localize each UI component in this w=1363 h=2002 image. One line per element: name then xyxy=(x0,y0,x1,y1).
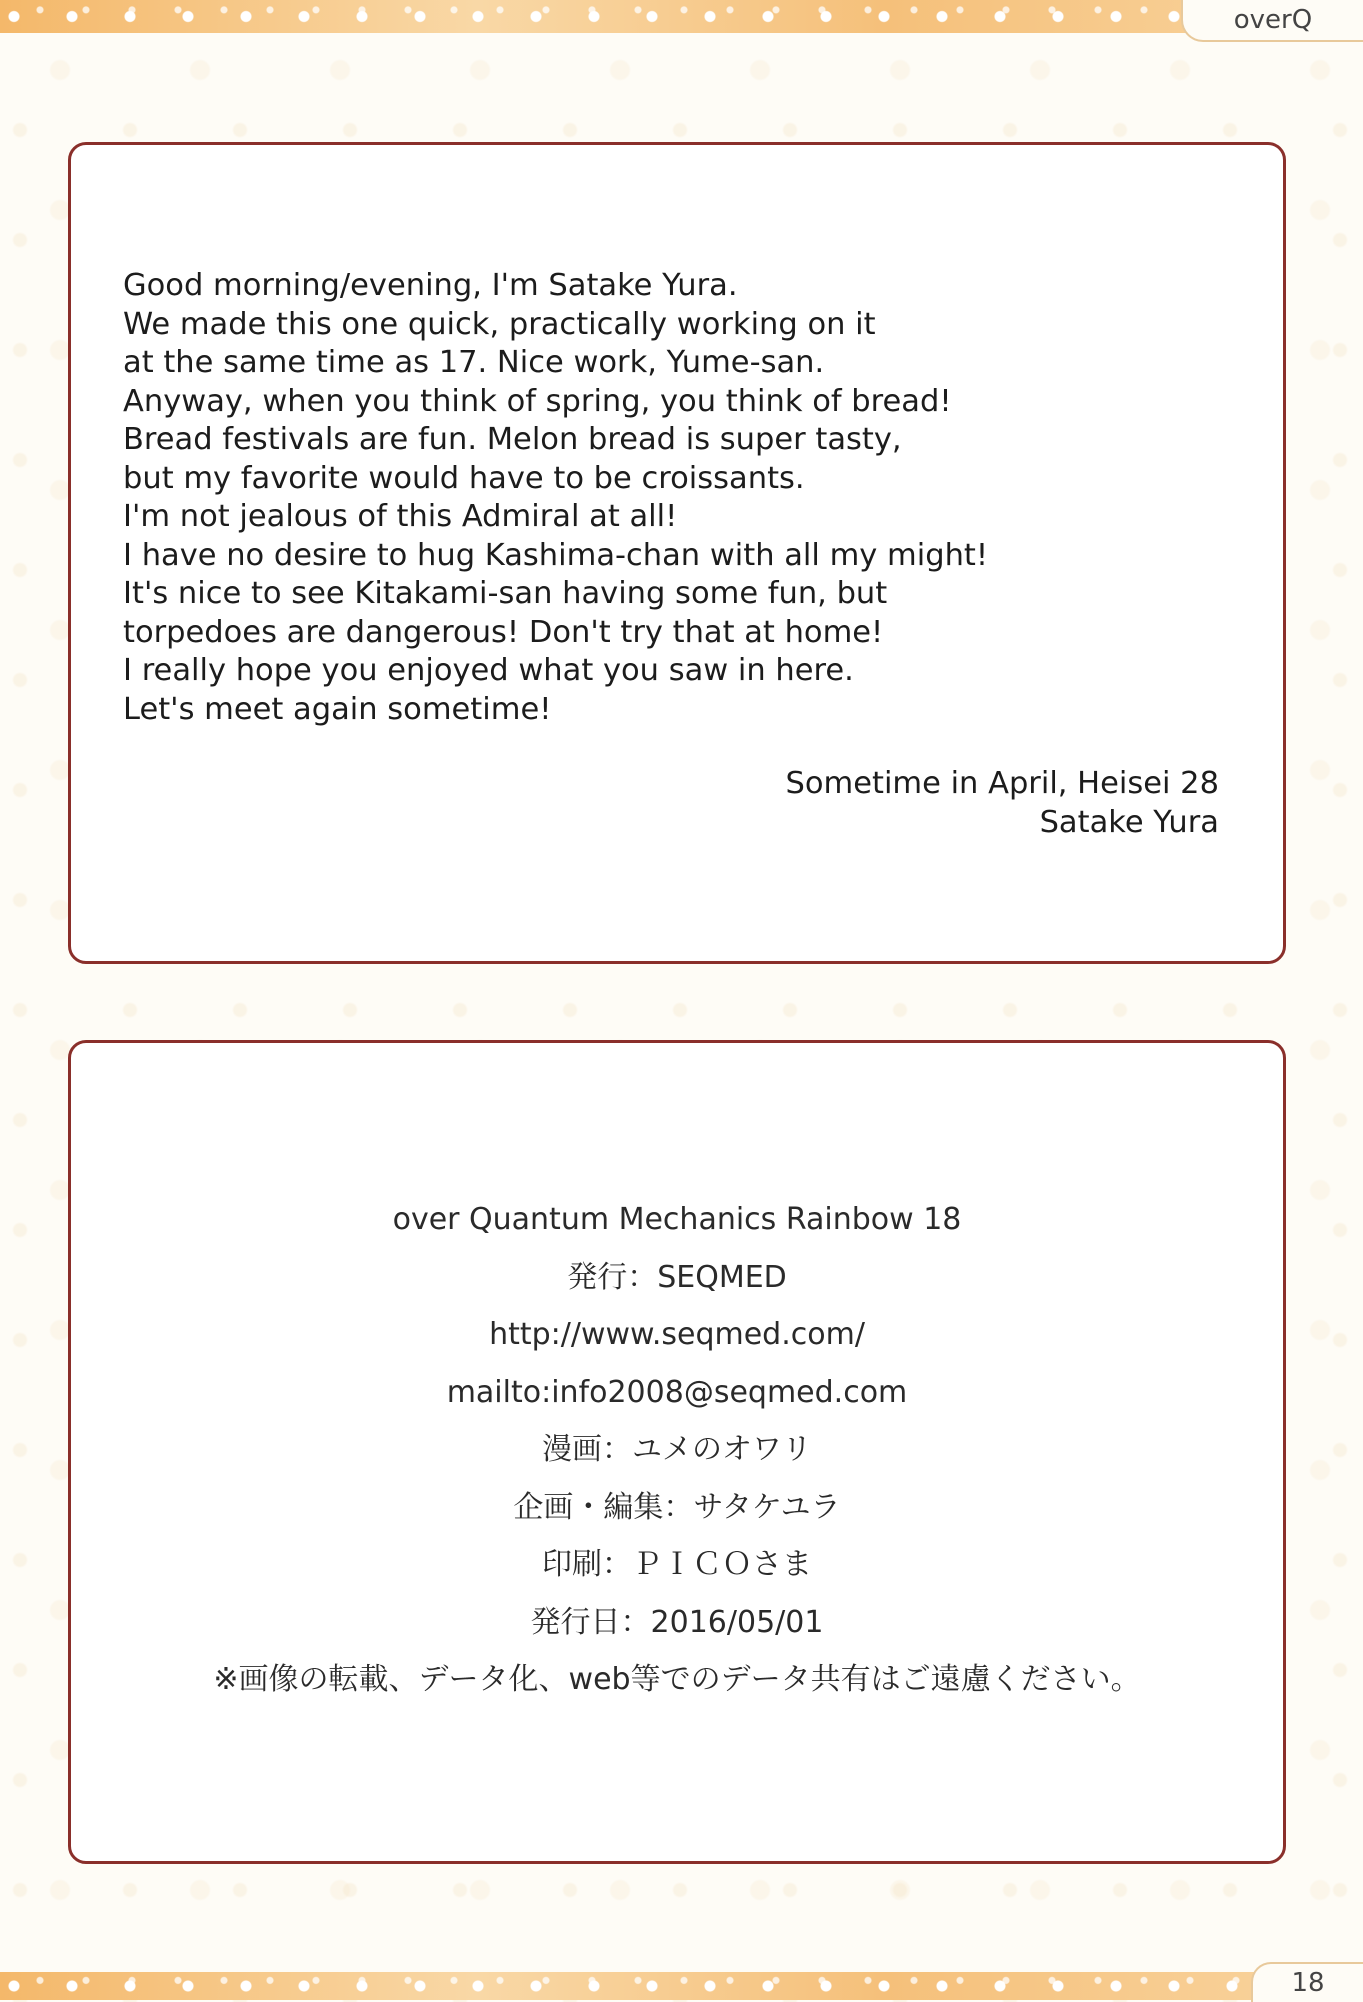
header-series-label: overQ xyxy=(1181,0,1363,42)
afterword-line: Bread festivals are fun. Melon bread is super tasty, xyxy=(123,422,902,457)
signature-name: Satake Yura xyxy=(1039,804,1219,840)
afterword-line: but my favorite would have to be croissants. xyxy=(123,460,805,496)
afterword-line: I have no desire to hug Kashima-chan with all my might! xyxy=(123,537,989,573)
colophon-panel xyxy=(68,1040,1286,1864)
colophon-planning-credit: 企画・編集：サタケユラ xyxy=(513,1489,841,1525)
signature-date: Sometime in April, Heisei 28 xyxy=(785,766,1219,801)
colophon-text xyxy=(71,1191,1283,1709)
colophon-date: 発行日：2016/05/01 xyxy=(530,1604,824,1640)
afterword-line: Let's meet again sometime! xyxy=(123,691,552,727)
page-number: 18 xyxy=(1251,1962,1363,2002)
bottom-decorative-band xyxy=(0,1972,1363,2000)
afterword-line: Good morning/evening, I'm Satake Yura. xyxy=(123,268,738,303)
afterword-signature xyxy=(785,765,1219,842)
colophon-url: http://www.seqmed.com/ xyxy=(489,1317,865,1352)
afterword-text xyxy=(123,267,1223,729)
colophon-manga-credit: 漫画：ユメのオワリ xyxy=(542,1432,812,1467)
colophon-publisher: 発行：SEQMED xyxy=(567,1259,787,1295)
afterword-line: I'm not jealous of this Admiral at all! xyxy=(123,499,678,534)
colophon-title: over Quantum Mechanics Rainbow 18 xyxy=(392,1202,962,1237)
afterword-line: Anyway, when you think of spring, you think of bread! xyxy=(123,383,952,419)
colophon-notice: ※画像の転載、データ化、web等でのデータ共有はご遠慮ください。 xyxy=(213,1662,1141,1697)
afterword-line: I really hope you enjoyed what you saw in here. xyxy=(123,653,854,688)
colophon-email: mailto:info2008@seqmed.com xyxy=(446,1374,908,1410)
afterword-line: We made this one quick, practically working on it xyxy=(123,306,876,342)
afterword-line: It's nice to see Kitakami-san having some fun, but xyxy=(123,576,888,611)
top-decorative-band xyxy=(0,0,1363,33)
afterword-panel xyxy=(68,142,1286,964)
afterword-line: torpedoes are dangerous! Don't try that at home! xyxy=(123,614,884,650)
afterword-line: at the same time as 17. Nice work, Yume-san. xyxy=(123,345,825,380)
colophon-printing-credit: 印刷：ＰＩＣＯさま xyxy=(542,1547,812,1582)
